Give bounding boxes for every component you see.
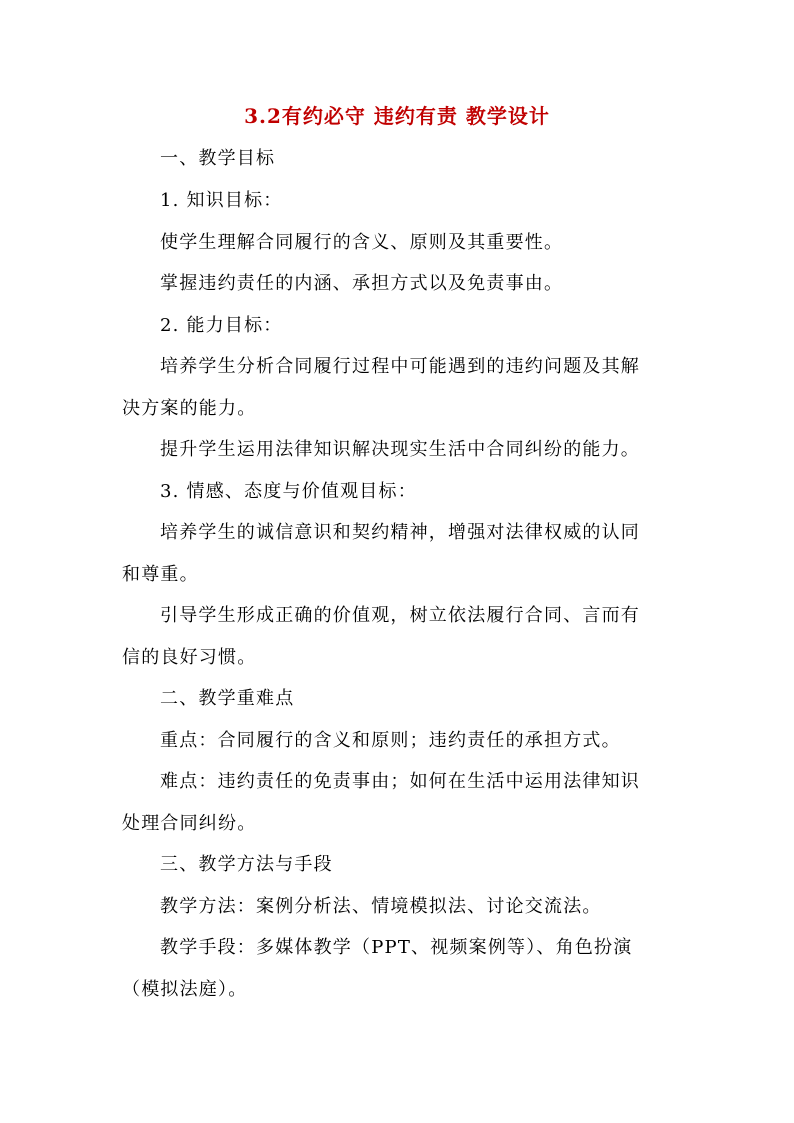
subheading-emotion-goals: 3. 情感、态度与价值观目标： — [160, 481, 417, 502]
paragraph-line: 教学手段：多媒体教学（PPT、视频案例等）、角色扮演 — [160, 937, 633, 958]
paragraph-line: 信的良好习惯。 — [122, 647, 257, 668]
paragraph-line: 提升学生运用法律知识解决现实生活中合同纠纷的能力。 — [160, 439, 640, 460]
section-heading-methods: 三、教学方法与手段 — [160, 854, 333, 875]
section-heading-teaching-goals: 一、教学目标 — [160, 148, 276, 169]
paragraph-line: 使学生理解合同履行的含义、原则及其重要性。 — [160, 232, 564, 253]
paragraph-line: 和尊重。 — [122, 564, 199, 585]
paragraph-line: 难点：违约责任的免责事由；如何在生活中运用法律知识 — [160, 771, 640, 792]
paragraph-line: 教学方法：案例分析法、情境模拟法、讨论交流法。 — [160, 896, 602, 917]
paragraph-line: 决方案的能力。 — [122, 398, 257, 419]
paragraph-line: 培养学生分析合同履行过程中可能遇到的违约问题及其解 — [160, 356, 640, 377]
subheading-ability-goals: 2. 能力目标： — [160, 315, 283, 336]
section-heading-key-difficult-points: 二、教学重难点 — [160, 688, 295, 709]
paragraph-line: 培养学生的诚信意识和契约精神，增强对法律权威的认同 — [160, 522, 640, 543]
document-title: 3.2有约必守 违约有责 教学设计 — [244, 104, 550, 128]
paragraph-line: （模拟法庭）。 — [122, 979, 248, 1000]
paragraph-line: 引导学生形成正确的价值观，树立依法履行合同、言而有 — [160, 605, 640, 626]
subheading-knowledge-goals: 1. 知识目标： — [160, 190, 283, 211]
paragraph-line: 掌握违约责任的内涵、承担方式以及免责事由。 — [160, 273, 564, 294]
paragraph-line: 处理合同纠纷。 — [122, 813, 257, 834]
paragraph-line: 重点：合同履行的含义和原则；违约责任的承担方式。 — [160, 730, 621, 751]
